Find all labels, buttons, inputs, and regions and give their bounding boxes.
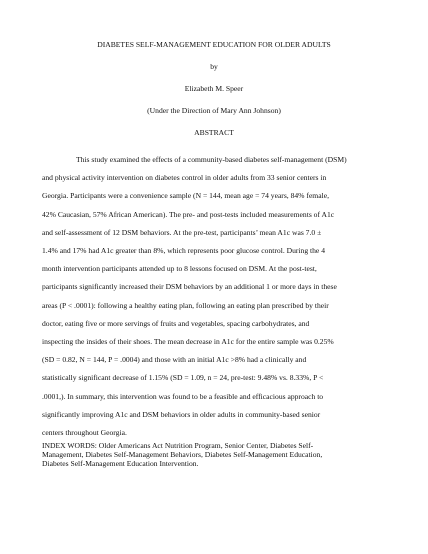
abstract-line: doctor, eating five or more servings of fruits and vegetables, spacing carbohydrates, and	[42, 318, 310, 328]
abstract-line: 1.4% and 17% had A1c greater than 8%, which represents poor glucose control. During the 4	[42, 246, 325, 255]
index-line: Management, Diabetes Self-Management Behaviors, Diabetes Self-Management Education,	[42, 450, 323, 459]
abstract-line: participants significantly increased their DSM behaviors by an additional 1 or more days in these	[42, 282, 337, 292]
direction-line: (Under the Direction of Mary Ann Johnson)	[147, 106, 281, 115]
index-line: Diabetes Self-Management Education Intervention.	[42, 458, 199, 468]
abstract-line: 42% Caucasian, 57% African American). The pre- and post-tests included measurements of A1c	[42, 209, 335, 219]
abstract-line: inspecting the insides of their shoes. The mean decrease in A1c for the entire sample was 0.25%	[42, 337, 334, 346]
abstract-line: and physical activity intervention on diabetes control in older adults from 33 senior centers in	[42, 173, 327, 183]
abstract-line: (SD = 0.82, N = 144, P = .0004) and those with an initial A1c >8% had a clinically and	[42, 355, 307, 365]
abstract-line: Georgia. Participants were a convenience sample (N = 144, mean age = 74 years, 84% female,	[42, 191, 329, 201]
abstract-line: areas (P < .0001): following a healthy eating plan, following an eating plan prescribed by their	[42, 300, 329, 310]
document-title: DIABETES SELF-MANAGEMENT EDUCATION FOR OLDER ADULTS	[97, 40, 331, 49]
abstract-line: and self-assessment of 12 DSM behaviors. At the pre-test, participants’ mean A1c was 7.0 ±	[42, 227, 322, 237]
abstract-line: month intervention participants attended up to 8 lessons focused on DSM. At the post-test,	[42, 264, 317, 274]
by-line: by	[210, 62, 218, 71]
index-line: INDEX WORDS: Older Americans Act Nutrition Program, Senior Center, Diabetes Self-	[42, 441, 314, 451]
abstract-line: significantly improving A1c and DSM behaviors in older adults in community-based senior	[42, 409, 321, 419]
abstract-heading: ABSTRACT	[194, 128, 234, 137]
abstract-line: .0001,). In summary, this intervention was found to be a feasible and efficacious approach to	[42, 391, 324, 401]
abstract-line: statistically significant decrease of 1.15% (SD = 1.09, n = 24, pre-test: 9.48% vs. 8.33%, P <	[42, 373, 324, 383]
author-name: Elizabeth M. Speer	[184, 84, 244, 93]
abstract-line: This study examined the effects of a community-based diabetes self-management (DSM)	[76, 155, 347, 164]
abstract-line: centers throughout Georgia.	[42, 428, 127, 437]
